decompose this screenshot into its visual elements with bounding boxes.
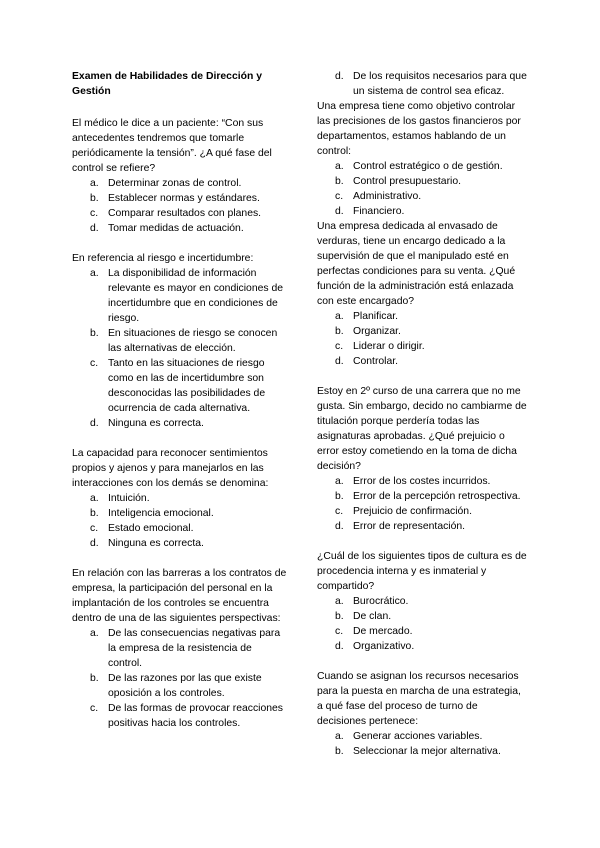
option-item [317,159,529,174]
option-text: En situaciones de riesgo se conocen las alternativas de elección. [108,328,278,354]
option-text: De las razones por las que existe oposición a los controles. [108,673,262,699]
option-text: Financiero. [353,206,405,217]
option-marker: b. [90,673,99,684]
option-marker: c. [335,506,344,517]
option-text: Intuición. [108,493,150,504]
option-text: Controlar. [353,356,399,367]
option-marker: a. [90,268,99,279]
option-marker: a. [335,161,344,172]
option-item [72,266,288,326]
option-marker: c. [335,341,344,352]
question-stem: Cuando se asignan los recursos necesarios para la puesta en marcha de una estrategia, a qué fase del proceso de turno de decisiones pertenece: [317,671,521,727]
question-stem: En referencia al riesgo e incertidumbre: [72,253,254,264]
question-7 [317,384,529,534]
question-8 [317,549,529,654]
option-item [317,729,529,744]
option-text: La disponibilidad de información relevante es mayor en condiciones de incertidumbre que en condiciones de riesgo. [108,268,284,324]
option-text: Error de los costes incurridos. [353,476,491,487]
option-list [72,626,288,731]
option-item [72,356,288,416]
option-marker: a. [335,311,344,322]
option-text: Inteligencia emocional. [108,508,214,519]
option-text: Control estratégico o de gestión. [353,161,503,172]
option-text: Error de representación. [353,521,466,532]
option-item [72,521,288,536]
option-marker: b. [335,326,344,337]
option-marker: b. [90,508,99,519]
right-column [317,69,529,759]
option-item [72,671,288,701]
option-marker: b. [335,746,344,757]
question-3 [72,446,288,551]
option-text: De las consecuencias negativas para la empresa de la resistencia de control. [108,628,281,669]
option-item [72,191,288,206]
option-marker: b. [335,491,344,502]
option-marker: d. [90,418,99,429]
option-list [317,594,529,654]
option-list [317,474,529,534]
option-marker: b. [335,611,344,622]
option-item [317,474,529,489]
option-item [317,324,529,339]
option-item [317,309,529,324]
option-text: Seleccionar la mejor alternativa. [353,746,501,757]
option-marker: d. [90,538,99,549]
option-item [72,536,288,551]
option-item [72,701,288,731]
option-text: Organizativo. [353,641,415,652]
option-text: Estado emocional. [108,523,194,534]
option-marker: b. [335,176,344,187]
option-marker: c. [335,626,344,637]
question-5 [317,99,529,219]
option-marker: a. [335,476,344,487]
option-list [72,266,288,431]
option-item [72,416,288,431]
option-item [317,174,529,189]
option-text: Establecer normas y estándares. [108,193,260,204]
option-marker: a. [335,731,344,742]
option-marker: d. [90,223,99,234]
option-list [317,309,529,369]
option-item [317,69,529,99]
option-item [317,339,529,354]
document-title: Examen de Habilidades de Dirección y Gestión [72,71,262,97]
option-list [317,729,529,759]
option-text: Burocrático. [353,596,409,607]
option-marker: c. [90,358,99,369]
option-list [317,159,529,219]
option-marker: b. [90,193,99,204]
option-text: Error de la percepción retrospectiva. [353,491,521,502]
option-list [72,176,288,236]
question-1 [72,116,288,236]
option-marker: d. [335,356,344,367]
option-item [317,594,529,609]
question-4 [72,566,288,731]
option-text: De clan. [353,611,392,622]
option-item [317,519,529,534]
option-text: De los requisitos necesarios para que un sistema de control sea eficaz. [353,71,527,97]
option-item [72,221,288,236]
question-6 [317,219,529,369]
option-list [72,491,288,551]
option-text: Determinar zonas de control. [108,178,242,189]
option-text: Planificar. [353,311,399,322]
option-marker: d. [335,206,344,217]
left-column [72,69,288,731]
option-item [72,176,288,191]
option-text: De mercado. [353,626,413,637]
question-stem: En relación con las barreras a los contratos de empresa, la participación del personal en la implantación de los controles se encuentra dentro de una de las siguientes perspectivas: [72,568,287,624]
question-stem: Una empresa dedicada al envasado de verduras, tiene un encargo dedicado a la supervisión de que el manipulado esté en perfectas condiciones para su venta. ¿Qué función de la administración está enlazada con este encargado? [317,221,516,307]
option-item [317,489,529,504]
option-text: Control presupuestario. [353,176,462,187]
option-text: Prejuicio de confirmación. [353,506,472,517]
option-text: De las formas de provocar reacciones positivas hacia los controles. [108,703,283,729]
option-text: Comparar resultados con planes. [108,208,262,219]
option-item [317,624,529,639]
option-marker: d. [335,521,344,532]
option-item [317,204,529,219]
option-marker: c. [90,208,99,219]
option-item [317,504,529,519]
question-9 [317,669,529,759]
option-text: Ninguna es correcta. [108,418,204,429]
option-marker: a. [335,596,344,607]
option-text: Tanto en las situaciones de riesgo como en las de incertidumbre son desconocidas las posibilidades de ocurrencia de cada alternativa. [108,358,266,414]
option-item [72,491,288,506]
option-text: Ninguna es correcta. [108,538,204,549]
option-marker: c. [90,523,99,534]
option-marker: d. [335,641,344,652]
option-text: Organizar. [353,326,401,337]
option-text: Administrativo. [353,191,422,202]
continued-option-list [317,69,529,99]
option-item [317,744,529,759]
option-item [72,206,288,221]
option-marker: a. [90,628,99,639]
option-item [317,189,529,204]
option-marker: a. [90,178,99,189]
question-stem: El médico le dice a un paciente: “Con sus antecedentes tendremos que tomarle periódicamente la tensión”. ¿A qué fase del control se refiere? [72,118,272,174]
option-item [72,626,288,671]
option-item [317,354,529,369]
option-text: Generar acciones variables. [353,731,483,742]
option-item [317,639,529,654]
option-marker: c. [90,703,99,714]
option-item [72,326,288,356]
question-stem: La capacidad para reconocer sentimientos propios y ajenos y para manejarlos en las interacciones con los demás se denomina: [72,448,269,489]
option-text: Tomar medidas de actuación. [108,223,244,234]
option-text: Liderar o dirigir. [353,341,425,352]
question-2 [72,251,288,431]
question-stem: Una empresa tiene como objetivo controlar las precisiones de los gastos financieros por departamentos, estamos hablando de un control: [317,101,521,157]
option-marker: b. [90,328,99,339]
option-marker: d. [335,71,344,82]
option-marker: a. [90,493,99,504]
question-stem: ¿Cuál de los siguientes tipos de cultura es de procedencia interna y es inmaterial y compartido? [317,551,527,592]
option-marker: c. [335,191,344,202]
option-item [72,506,288,521]
question-stem: Estoy en 2º curso de una carrera que no me gusta. Sin embargo, decido no cambiarme de titulación porque perdería todas las asignaturas aprobadas. ¿Qué prejuicio o error estoy cometiendo en la toma de dicha decisión? [317,386,527,472]
option-item [317,609,529,624]
